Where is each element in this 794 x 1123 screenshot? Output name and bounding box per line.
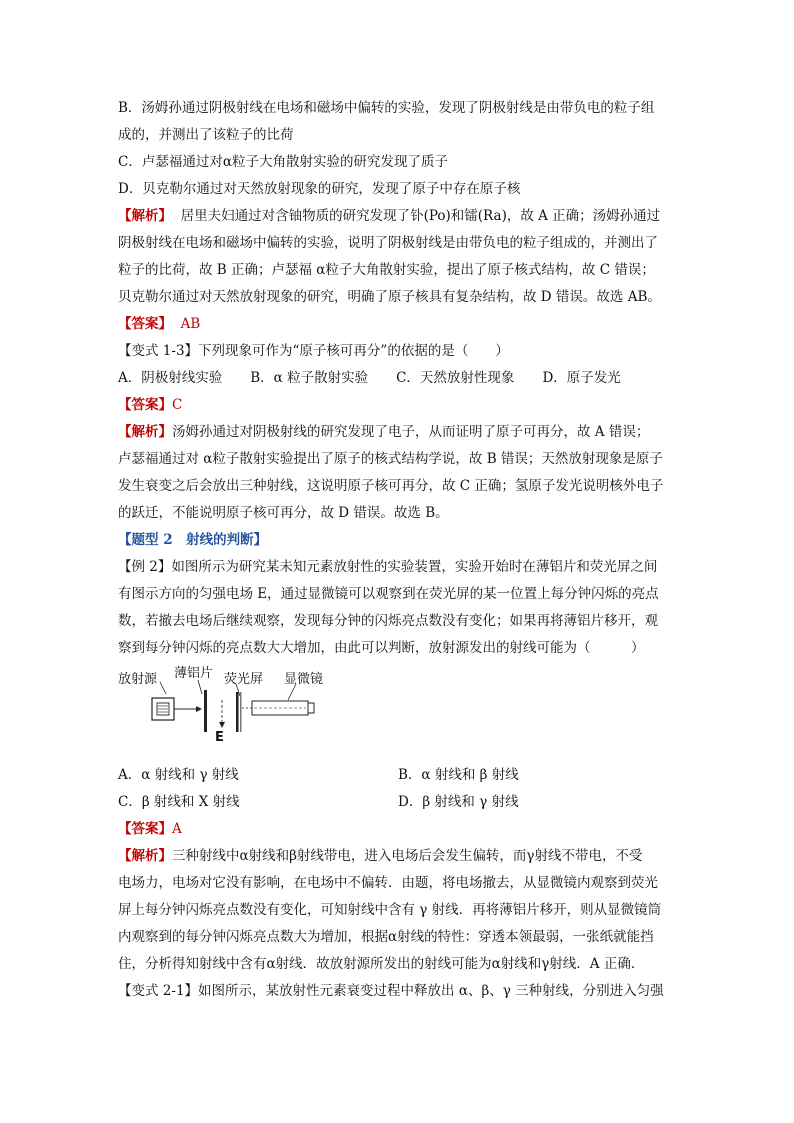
label-source: 放射源	[118, 672, 158, 687]
answer-value: C	[172, 397, 183, 413]
variant-1-3-stem: 【变式 1-3】下列现象可作为“原子核可再分”的依据的是（ ）	[118, 343, 509, 359]
analysis-tag: 【解析】	[118, 424, 172, 440]
q1-answer	[118, 311, 686, 338]
label-foil: 薄铝片	[174, 666, 214, 681]
example-2-options-row2	[118, 789, 686, 816]
beam-arrow-icon	[196, 706, 202, 712]
variant-1-3-answer	[118, 392, 686, 419]
variant-1-3-analysis-line4: 的跃迁，不能说明原子核可再分，故 D 错误。故选 B。	[118, 505, 449, 521]
fluorescent-screen	[236, 692, 239, 732]
option-c: C．β 射线和 X 射线	[118, 794, 240, 810]
leader-foil	[198, 680, 202, 694]
analysis-text: 三种射线中α射线和β射线带电，进入电场后会发生偏转，而γ射线不带电，不受	[172, 848, 643, 864]
example-2-analysis-line1	[118, 843, 686, 870]
example-2-line4: 察到每分钟闪烁的亮点数大大增加，由此可以判断，放射源发出的射线可能为（ ）	[118, 640, 645, 656]
analysis-tag: 【解析】	[118, 848, 172, 864]
option-d: D．原子发光	[542, 370, 621, 386]
microscope-icon	[252, 701, 314, 715]
example-2-analysis-line3: 屏上每分钟闪烁亮点数没有变化，可知射线中含有 γ 射线．再将薄铝片移开，则从显微镜筒	[118, 902, 662, 918]
variant-2-1-line1: 【变式 2-1】如图所示，某放射性元素衰变过程中释放出 α、β、γ 三种射线，分别进入匀强	[118, 983, 664, 999]
label-microscope: 显微镜	[284, 672, 324, 687]
option-a: A．α 射线和 γ 射线	[118, 767, 239, 783]
option-b: B．α 射线和 β 射线	[398, 767, 519, 783]
q1-option-b-line1: B．汤姆孙通过阴极射线在电场和磁场中偏转的实验，发现了阴极射线是由带负电的粒子组	[118, 100, 655, 116]
example-2-line3: 数，若撤去电场后继续观察，发现每分钟的闪烁亮点数没有变化；如果再将薄铝片移开，观	[118, 613, 658, 629]
label-screen: 荧光屏	[224, 672, 264, 687]
apparatus-drawing	[118, 666, 438, 758]
document-page	[118, 95, 686, 1005]
analysis-tag: 【解析】	[118, 208, 172, 224]
section-heading: 【题型 2 射线的判断】	[118, 532, 268, 548]
answer-tag: 【答案】	[118, 821, 172, 837]
q1-option-c: C．卢瑟福通过对α粒子大角散射实验的研究发现了质子	[118, 154, 448, 170]
variant-1-3-options	[118, 365, 686, 392]
answer-value: A	[172, 821, 182, 837]
q1-analysis-line2: 阴极射线在电场和磁场中偏转的实验，说明了阴极射线是由带负电的粒子组成的，并测出了	[118, 235, 658, 251]
option-a: A．阴极射线实验	[118, 370, 223, 386]
q1-option-d: D．贝克勒尔通过对天然放射现象的研究，发现了原子中存在原子核	[118, 181, 521, 197]
answer-tag: 【答案】	[118, 316, 172, 332]
variant-1-3-analysis-line3: 发生衰变之后会放出三种射线，这说明原子核可再分，故 C 正确；氢原子发光说明核外电子	[118, 478, 664, 494]
analysis-text: 居里夫妇通过对含铀物质的研究发现了钋(Po)和镭(Ra)，故 A 正确；汤姆孙通过	[180, 208, 661, 224]
q1-option-b-line2: 成的，并测出了该粒子的比荷	[118, 127, 294, 143]
example-2-options-row1	[118, 762, 686, 789]
example-2-analysis-line5: 住，分析得知射线中含有α射线．故放射源所发出的射线可能为α射线和γ射线．A 正确．	[118, 956, 645, 972]
leader-microscope	[288, 684, 296, 700]
example-2-answer	[118, 816, 686, 843]
answer-value: AB	[180, 316, 201, 332]
q1-analysis-line3: 粒子的比荷，故 B 正确；卢瑟福 α粒子大角散射实验，提出了原子核式结构，故 C 错误；	[118, 262, 655, 278]
variant-1-3-analysis-line1	[118, 419, 686, 446]
example-2-analysis-line2: 电场力，电场对它没有影响，在电场中不偏转．由题，将电场撤去，从显微镜内观察到荧光	[118, 875, 658, 891]
q1-analysis-line4: 贝克勒尔通过对天然放射现象的研究，明确了原子核具有复杂结构，故 D 错误。故选 AB。	[118, 289, 661, 305]
q1-analysis-line1	[118, 203, 686, 230]
option-b: B．α 粒子散射实验	[250, 370, 369, 386]
aluminum-foil	[204, 690, 207, 732]
analysis-text: 汤姆孙通过对阴极射线的研究发现了电子，从而证明了原子可再分，故 A 错误；	[172, 424, 650, 440]
example-2-analysis-line4: 内观察到的每分钟闪烁亮点数大为增加，根据α射线的特性：穿透本领最弱，一张纸就能挡	[118, 929, 654, 945]
option-c: C．天然放射性现象	[396, 370, 515, 386]
leader-source	[160, 682, 166, 694]
radioactive-source-icon	[152, 698, 174, 720]
option-d: D．β 射线和 γ 射线	[398, 794, 519, 810]
answer-tag: 【答案】	[118, 397, 172, 413]
example-2-line1: 【例 2】如图所示为研究某未知元素放射性的实验装置，实验开始时在薄铝片和荧光屏之间	[118, 559, 658, 575]
example-2-line2: 有图示方向的匀强电场 E，通过显微镜可以观察到在荧光屏的某一位置上每分钟闪烁的亮点	[118, 586, 659, 602]
label-e: E	[215, 730, 224, 745]
apparatus-figure	[118, 666, 686, 758]
field-arrow-icon	[219, 722, 225, 728]
variant-1-3-analysis-line2: 卢瑟福通过对 α粒子散射实验提出了原子的核式结构学说，故 B 错误；天然放射现象是原子	[118, 451, 663, 467]
